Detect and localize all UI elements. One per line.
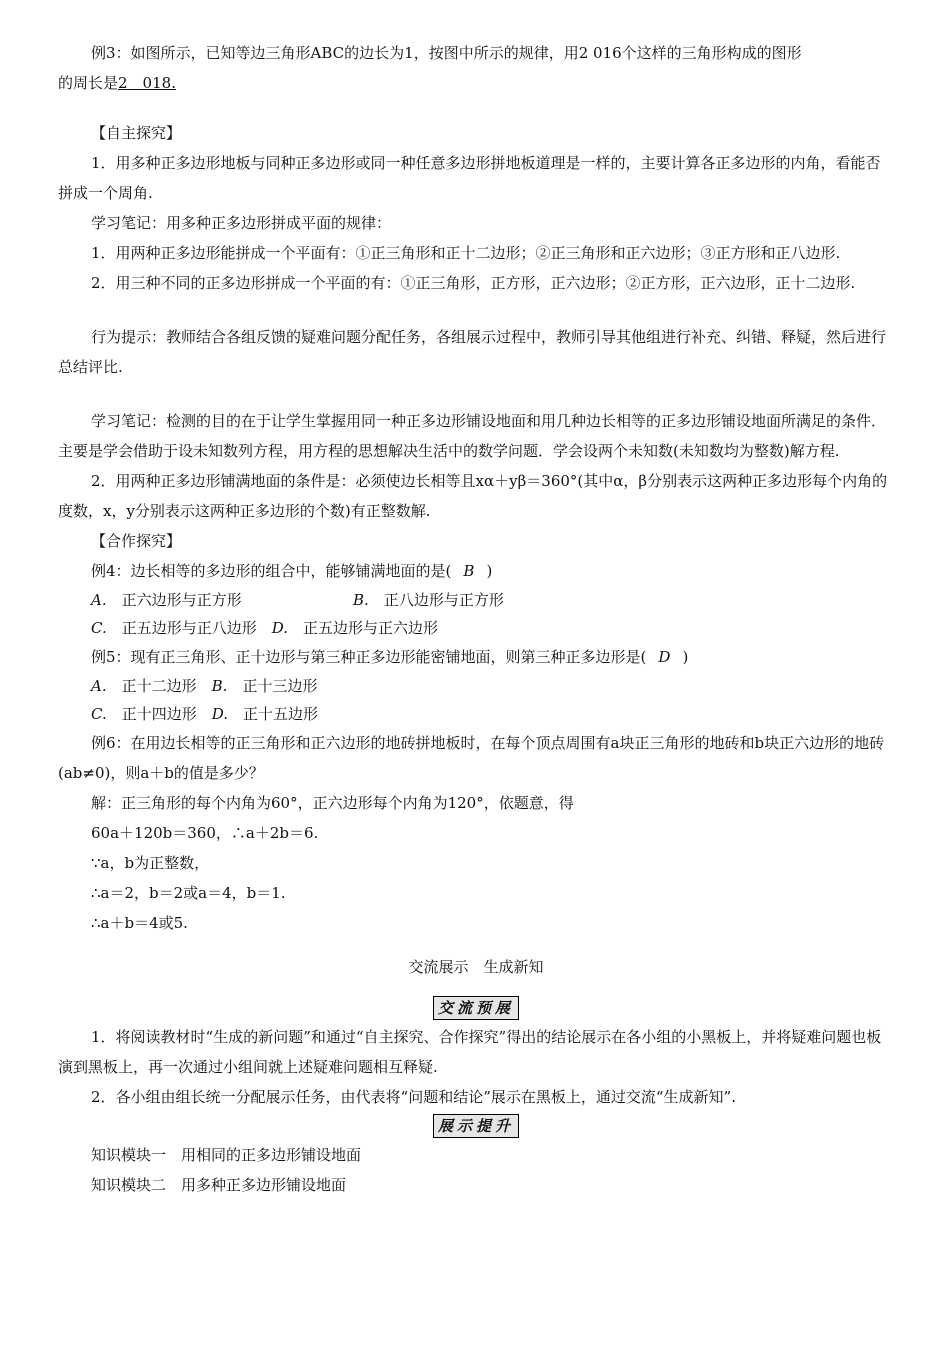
choice-d	[272, 614, 438, 642]
solution-line: ∵a，b为正整数，	[91, 854, 210, 872]
spacer	[58, 98, 894, 118]
self-explore-heading: 【自主探究】	[91, 124, 182, 142]
solution-line: 60a＋120b＝360，∴a＋2b＝6.	[91, 824, 319, 842]
choice-letter: A.	[91, 591, 107, 609]
box-title-row	[58, 1114, 894, 1138]
choice-c	[91, 614, 257, 642]
example-3-line2	[58, 68, 894, 98]
self-explore-paragraph: 1．用多种正多边形地板与同种正多边形或同一种任意多边形拼地板道理是一样的，主要计算各正多边形的内角，看能否拼成一个周角.	[58, 154, 881, 202]
example-4-text: 例4：边长相等的多边形的组合中，能够铺满地面的是(	[91, 562, 452, 580]
example-3	[58, 38, 894, 68]
study-note-title: 学习笔记：用多种正多边形拼成平面的规律：	[91, 214, 392, 232]
choice-text: 正八边形与正方形	[383, 591, 504, 609]
example-4-stem	[58, 556, 894, 586]
example-3-answer: 2 018.	[118, 74, 176, 92]
choice-text: 正五边形与正六边形	[303, 619, 439, 637]
example-5-stem	[58, 642, 894, 672]
choice-text: 正六边形与正方形	[121, 591, 242, 609]
knowledge-module-2: 知识模块二 用多种正多边形铺设地面	[91, 1176, 347, 1194]
cooperation-heading: 【合作探究】	[91, 532, 182, 550]
choice-a	[91, 672, 197, 700]
study-note: 学习笔记：检测的目的在于让学生掌握用同一种正多边形铺设地面和用几种边长相等的正多边形铺设地面所满足的条件．主要是学会借助于设未知数列方程，用方程的思想解决生活中的数学问题．学会设两个未知数(未知数均为整数)解方程.	[58, 412, 887, 460]
choice-text: 正十五边形	[243, 705, 319, 723]
example-4-close: )	[486, 562, 493, 580]
tiling-condition: 2．用两种正多边形铺满地面的条件是：必须使边长相等且xα＋yβ＝360°(其中α，β分别表示这两种正多边形每个内角的度数，x，y分别表示这两种正多边形的个数)有正整数解.	[58, 472, 888, 520]
choice-a	[91, 586, 353, 614]
choice-d	[212, 700, 318, 728]
exchange-paragraph-1: 1．将阅读教材时“生成的新问题”和通过“自主探究、合作探究”得出的结论展示在各小组的小黑板上，并将疑难问题也板演到黑板上，再一次通过小组间就上述疑难问题相互释疑.	[58, 1028, 882, 1076]
example-6-stem: 例6：在用边长相等的正三角形和正六边形的地砖拼地板时，在每个顶点周围有a块正三角形的地砖和b块正六边形的地砖(ab≠0)，则a＋b的值是多少？	[58, 734, 885, 782]
rule-two-polygons: 1．用两种正多边形能拼成一个平面有：①正三角形和正十二边形；②正三角形和正六边形；③正方形和正八边形.	[91, 244, 841, 262]
example-5-answer: D	[658, 648, 671, 666]
example-5-close: )	[682, 648, 689, 666]
choice-letter: B.	[353, 591, 369, 609]
choice-letter: C.	[91, 619, 107, 637]
example-5-choices	[58, 672, 894, 728]
choice-text: 正五边形与正八边形	[121, 619, 257, 637]
spacer	[58, 298, 894, 322]
box-title-row	[58, 996, 894, 1020]
choice-letter: D.	[271, 619, 289, 637]
solution-line: ∴a＋b＝4或5.	[91, 914, 188, 932]
choice-c	[91, 700, 197, 728]
example-3-text: 例3：如图所示，已知等边三角形ABC的边长为1，按图中所示的规律，用2 016个这样的三角形构成的图形	[91, 44, 802, 62]
choice-letter: C.	[91, 705, 107, 723]
behavior-tip: 行为提示：教师结合各组反馈的疑难问题分配任务，各组展示过程中，教师引导其他组进行补充、纠错、释疑，然后进行总结评比.	[58, 328, 887, 376]
document-page	[58, 38, 894, 1200]
choice-letter: B.	[211, 677, 228, 695]
knowledge-module-1: 知识模块一 用相同的正多边形铺设地面	[91, 1146, 362, 1164]
choice-letter: D.	[211, 705, 229, 723]
choice-b	[212, 672, 318, 700]
rule-three-polygons: 2．用三种不同的正多边形拼成一个平面的有：①正三角形，正方形，正六边形；②正方形，正六边形，正十二边形.	[91, 274, 856, 292]
exchange-paragraph-2: 2．各小组由组长统一分配展示任务，由代表将“问题和结论”展示在黑板上，通过交流“生成新知”.	[91, 1088, 736, 1106]
choice-text: 正十四边形	[121, 705, 197, 723]
box-title-exchange: 交流预展	[433, 996, 519, 1020]
example-5-text: 例5：现有正三角形、正十边形与第三种正多边形能密铺地面，则第三种正多边形是(	[91, 648, 647, 666]
box-title-display: 展示提升	[433, 1114, 519, 1138]
spacer	[58, 382, 894, 406]
example-4-answer: B	[463, 562, 475, 580]
choice-text: 正十三边形	[242, 677, 318, 695]
solution-line: ∴a＝2，b＝2或a＝4，b＝1.	[91, 884, 286, 902]
choice-text: 正十二边形	[121, 677, 197, 695]
section-title: 交流展示 生成新知	[408, 958, 544, 976]
solution-line: 解：正三角形的每个内角为60°，正六边形每个内角为120°，依题意，得	[91, 794, 574, 812]
choice-b	[353, 586, 504, 614]
choice-letter: A.	[91, 677, 107, 695]
example-4-choices	[58, 586, 894, 642]
example-3-prefix: 的周长是	[58, 74, 119, 92]
